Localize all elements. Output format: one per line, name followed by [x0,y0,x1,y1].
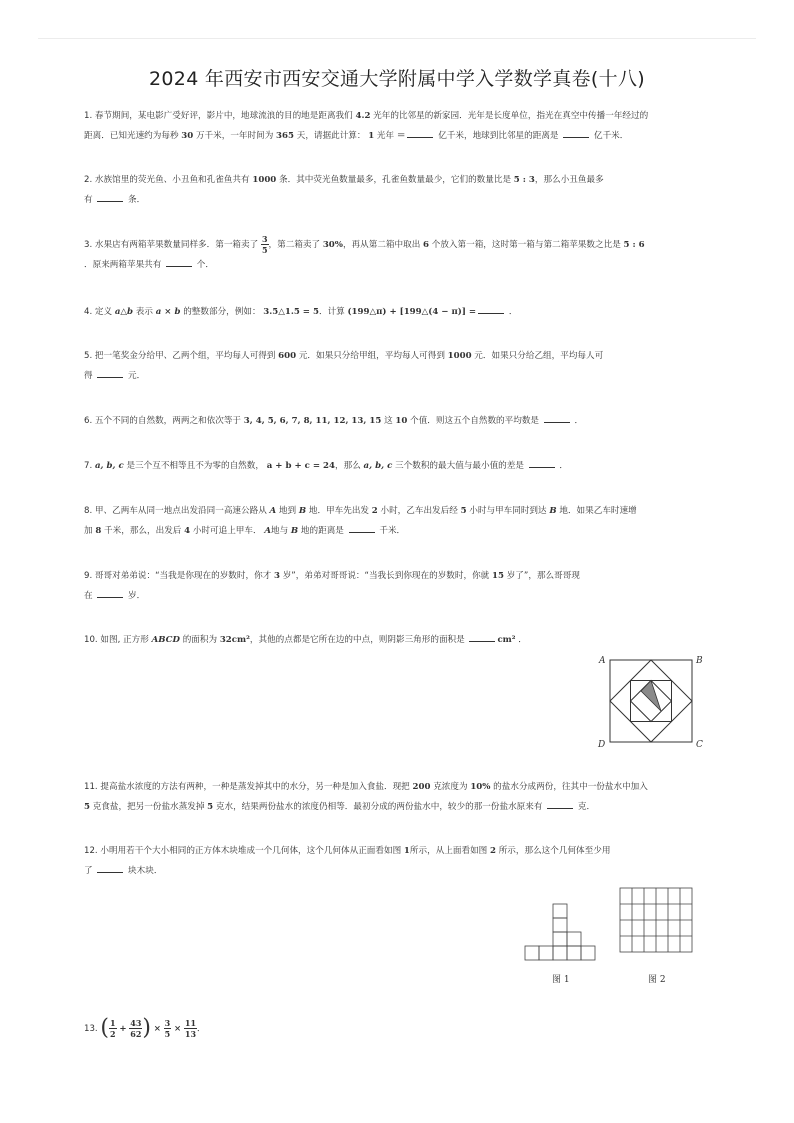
answer-blank[interactable] [97,588,123,598]
question-1-line-2: 距离．已知光速约为每秒 30 万千米，一年时间为 365 天，请据此计算： 1 光年 ＝ 亿千米，地球到比邻星的距离是 亿千米． [84,126,716,146]
fraction: $\frac{3}{5}$ [261,234,268,255]
cube-cell [581,946,595,960]
cube-cell [567,932,581,946]
fraction: $\frac{43}{62}$ [130,1018,142,1039]
question-8-line-2: 加 8 千米，那么，出发后 4 小时可追上甲车． A地与 B 地的距离是 千米． [84,521,716,541]
answer-blank[interactable] [478,304,504,314]
square-abcd-figure [596,651,712,751]
header-divider [38,38,756,39]
question-11 [84,777,716,817]
fraction: $\frac{1}{2}$ [110,1018,116,1039]
answer-blank[interactable] [544,413,570,423]
figure-1-caption: 图 1 [552,975,570,985]
question-13-expression: 13. ( $\frac{1}{2}$ + $\frac{43}{62}$ ) × $\frac{3}{5}$ × $\frac{11}{13}$ ． [84,1015,206,1041]
question-13 [84,1016,716,1042]
fraction: $\frac{11}{13}$ [184,1018,197,1039]
cube-cell [553,932,567,946]
answer-blank[interactable] [547,799,573,809]
question-5-line-2: 得 元． [84,366,716,386]
question-1-line-1: 1. 春节期间，某电影广受好评，影片中，地球流浪的目的地是距离我们 4.2 光年的比邻星的新家园．光年是长度单位，指光在真空中传播一年经过的 [84,111,649,121]
question-4-line-1: 4. 定义 a△b 表示 a × b 的整数部分，例如： 3.5△1.5 = 5．计算 (199△π) + [199△(4 − π)] = ． [84,302,716,322]
question-8-line-1: 8. 甲、乙两车从同一地点出发沿同一高速公路从 A 地到 B 地．甲车先出发 2 小时，乙车出发后经 5 小时与甲车同时到达 B 地．如果乙车时速增 [84,506,637,516]
question-8 [84,501,716,541]
top-view-grid [620,888,692,952]
question-11-line-2: 5 克食盐，把另一份盐水蒸发掉 5 克水，结果两份盐水的浓度仍相等．最初分成的两份盐水中，较少的那一份盐水原来有 克． [84,797,716,817]
right-paren: ) [142,1015,151,1041]
vertex-a-label: A [599,656,606,666]
question-5 [84,346,716,386]
question-12 [84,841,716,881]
cube-cell [553,918,567,932]
cube-cell [553,904,567,918]
question-6-line-1: 6. 五个不同的自然数，两两之和依次等于 3, 4, 5, 6, 7, 8, 11, 12, 13, 15 这 10 个值．则这五个自然数的平均数是 ． [84,411,716,431]
question-2 [84,170,716,210]
answer-blank[interactable] [97,368,123,378]
answer-blank[interactable] [97,863,123,873]
cube-cell [567,946,581,960]
question-7 [84,456,716,476]
answer-blank[interactable] [166,257,192,267]
vertex-d-label: D [598,740,606,750]
question-4 [84,302,716,322]
question-2-line-1: 2. 水族馆里的荧光鱼、小丑鱼和孔雀鱼共有 1000 条．其中荧光鱼数量最多，孔雀鱼数量最少，它们的数量比是 5 : 3，那么小丑鱼最多 [84,175,604,185]
question-10-line-1: 10. 如图, 正方形 ABCD 的面积为 32cm²，其他的点都是它所在边的中点，则阴影三角形的面积是 cm² ． [84,630,716,650]
question-10 [84,630,716,650]
figure-1-front-view [520,900,604,990]
question-7-line-1: 7. a, b, c 是三个互不相等且不为零的自然数， a + b + c = 24，那么 a, b, c 三个数积的最大值与最小值的差是 ． [84,456,716,476]
answer-blank[interactable] [407,128,433,138]
page-title: 2024 年西安市西安交通大学附属中学入学数学真卷(十八) [149,68,645,90]
question-3 [84,234,716,275]
shaded-triangle [641,681,661,712]
question-3-line-2: ．原来两箱苹果共有 个． [84,255,716,275]
answer-blank[interactable] [349,523,375,533]
figure-2-top-view [614,884,698,990]
cube-cell [553,946,567,960]
question-12-line-2: 了 块木块． [84,861,716,881]
question-11-line-1: 11. 提高盐水浓度的方法有两种，一种是蒸发掉其中的水分，另一种是加入食盐．现把 200 克浓度为 10% 的盐水分成两份，往其中一份盐水中加入 [84,782,648,792]
question-3-line-1: 3. 水果店有两箱苹果数量同样多．第一箱卖了 $\frac{3}{5}$ ，第二箱卖了 30%，再从第二箱中取出 6 个放入第一箱，这时第一箱与第二箱苹果数之比是 5 : 6 [84,234,645,255]
question-9-line-2: 在 岁． [84,586,716,606]
question-9-line-1: 9. 哥哥对弟弟说：“当我是你现在的岁数时，你才 3 岁”，弟弟对哥哥说：“当我长到你现在的岁数时，你就 15 岁了”，那么哥哥现 [84,571,580,581]
fraction: $\frac{3}{5}$ [164,1018,171,1039]
question-2-line-2: 有 条． [84,190,716,210]
cube-cell [539,946,553,960]
vertex-c-label: C [696,740,703,750]
question-1 [84,106,716,146]
vertex-b-label: B [696,656,703,666]
answer-blank[interactable] [97,192,123,202]
question-5-line-1: 5. 把一笔奖金分给甲、乙两个组，平均每人可得到 600 元．如果只分给甲组，平均每人可得到 1000 元．如果只分给乙组，平均每人可 [84,351,604,361]
answer-blank[interactable] [563,128,589,138]
question-12-line-1: 12. 小明用若干个大小相同的正方体木块堆成一个几何体，这个几何体从正面看如图 1所示，从上面看如图 2 所示，那么这个几何体至少用 [84,846,611,856]
answer-blank[interactable] [469,632,495,642]
answer-blank[interactable] [529,458,555,468]
question-9 [84,566,716,606]
left-paren: ( [100,1015,109,1041]
cube-cell [525,946,539,960]
figure-2-caption: 图 2 [648,975,666,985]
question-6 [84,411,716,431]
